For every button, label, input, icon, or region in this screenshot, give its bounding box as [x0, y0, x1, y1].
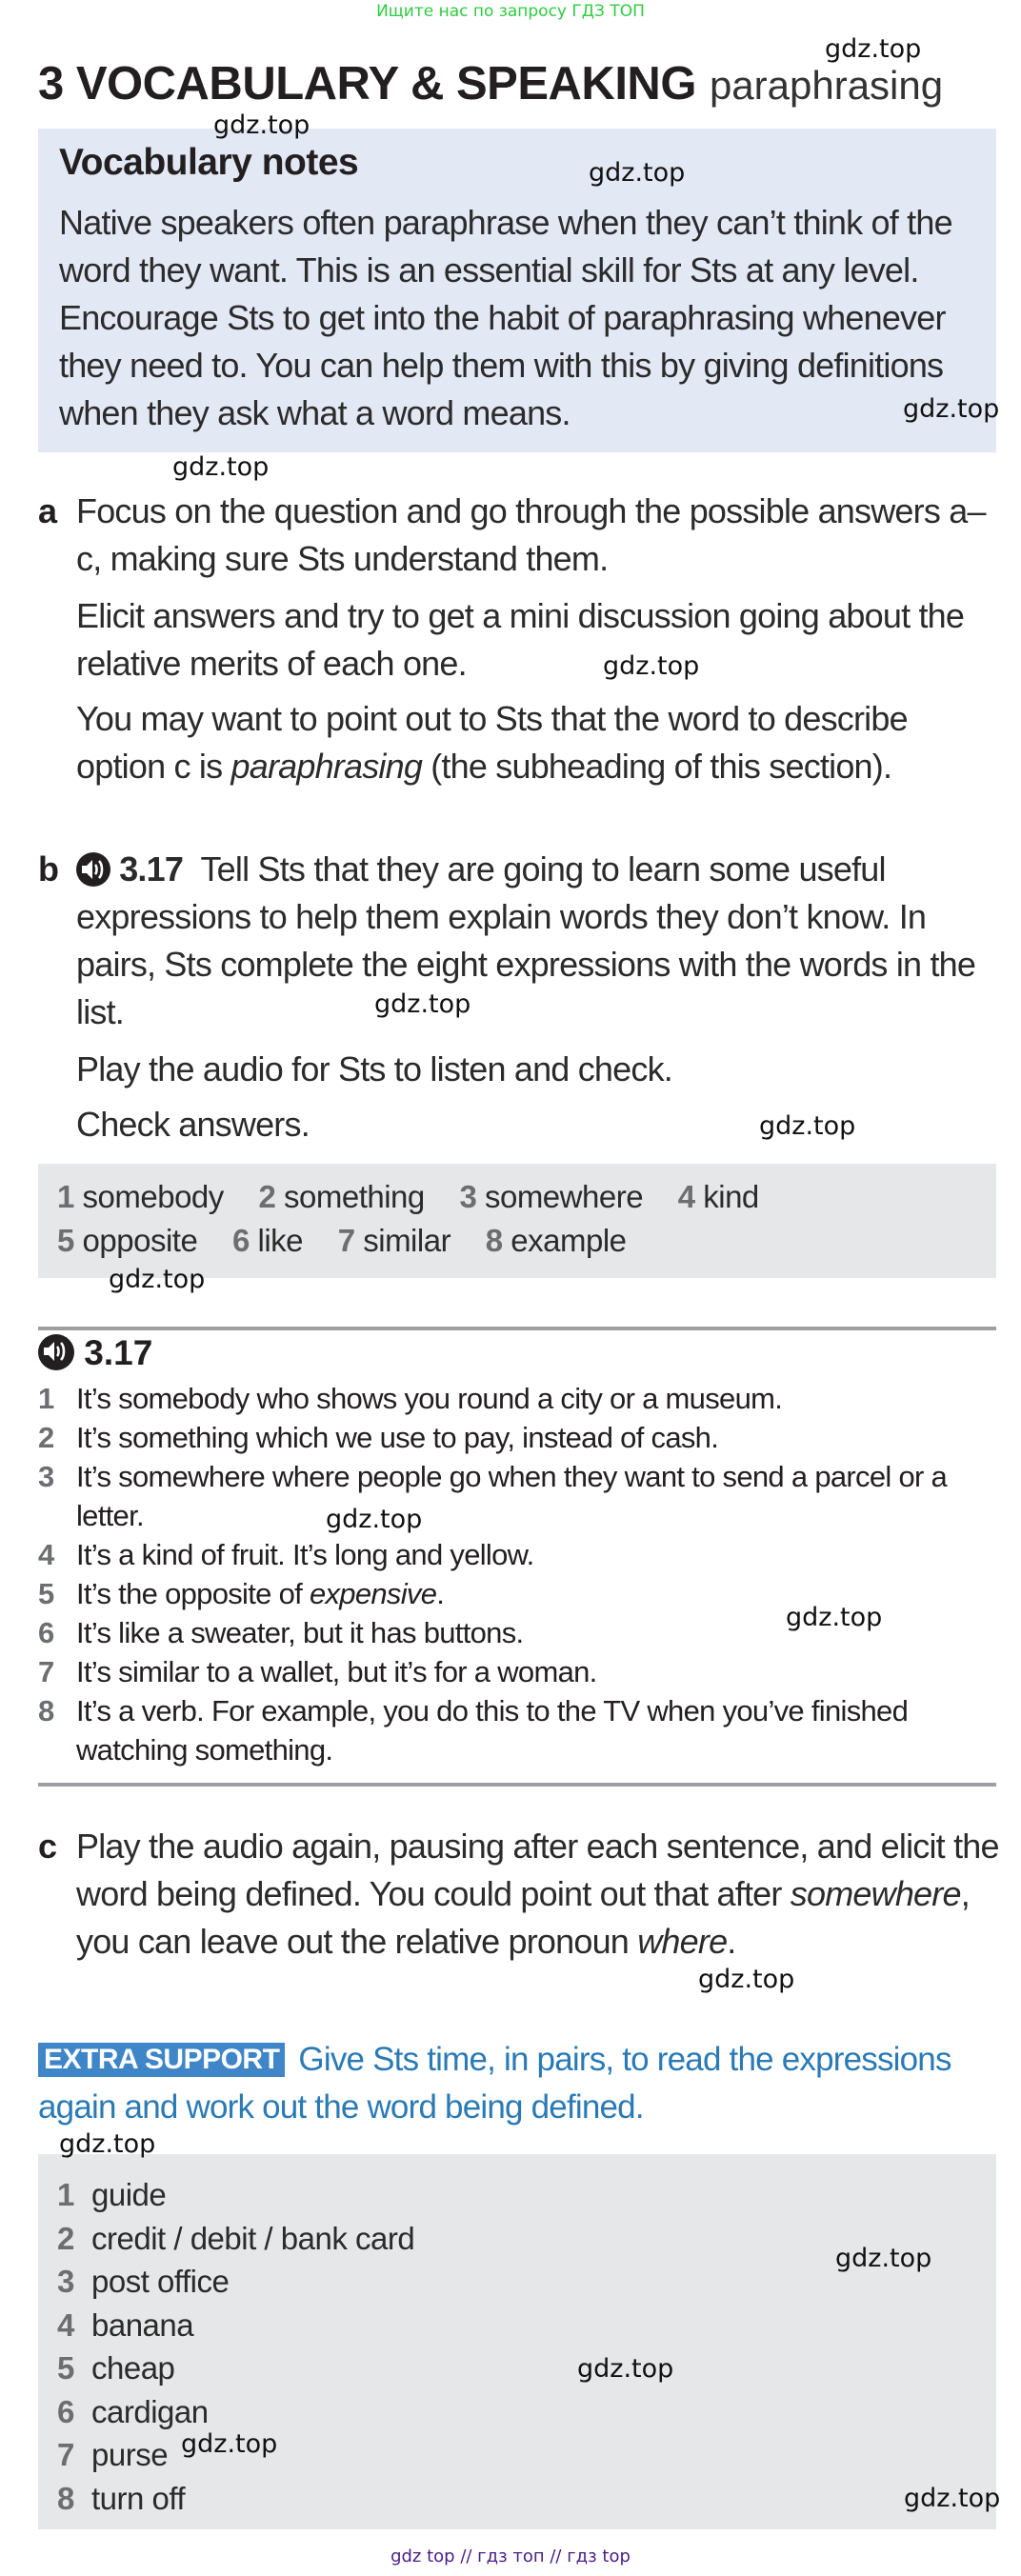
line-text: It’s a kind of fruit. It’s long and yellow.: [76, 1538, 534, 1571]
list-item: [38, 1379, 1000, 1418]
vocabulary-notes-body: Native speakers often paraphrase when they can’t think of the word they want. This is an essential skill for Sts at any level. Encourage Sts to get into the habit of paraphrasing whenever they need to. You can help them with this by giving definitions when they ask what a word means.: [59, 203, 952, 432]
list-item: [57, 2173, 414, 2217]
list-item: [38, 1691, 1000, 1769]
extra-support: [38, 2036, 1000, 2131]
title-subheading: paraphrasing: [709, 63, 944, 108]
watermark: gdz.top: [109, 1265, 206, 1294]
audio-track-number: 3.17: [84, 1333, 153, 1372]
answer-word: example: [510, 1223, 627, 1258]
answer-number: 4: [677, 1179, 695, 1214]
answer-item: [486, 1223, 627, 1258]
line-number: 8: [38, 1694, 54, 1727]
watermark: gdz.top: [759, 1111, 856, 1141]
line-number: 6: [38, 1616, 54, 1649]
watermark: gdz.top: [172, 452, 270, 482]
list-item: [57, 2217, 414, 2261]
line-text: It’s like a sweater, but it has buttons.: [76, 1616, 524, 1649]
vocabulary-notes-heading: Vocabulary notes: [59, 142, 359, 183]
italic-term: where: [637, 1922, 728, 1961]
answer-number: 2: [57, 2220, 74, 2256]
text: (the subheading of this section).: [422, 747, 892, 786]
audioscript-heading: [38, 1333, 152, 1373]
line-text: It’s somebody who shows you round a city or a museum.: [76, 1382, 783, 1415]
answer-word: turn off: [91, 2480, 186, 2516]
watermark: gdz.top: [835, 2244, 932, 2273]
answer-number: 8: [57, 2480, 74, 2516]
section-c-p1: [76, 1823, 1005, 1966]
answer-number: 1: [57, 1179, 74, 1214]
answer-number: 1: [57, 2177, 74, 2212]
answer-item: [678, 1179, 759, 1214]
answer-word: somewhere: [484, 1179, 644, 1214]
divider-top: [38, 1327, 996, 1330]
extra-support-text: Give Sts time, in pairs, to read the expressions again and work out the word being defined.: [38, 2041, 951, 2126]
answer-box-c: [38, 2154, 996, 2529]
section-c-label: c: [38, 1827, 58, 1866]
answer-word: guide: [91, 2177, 167, 2212]
answer-word: kind: [703, 1179, 759, 1214]
watermark: gdz.top: [786, 1603, 883, 1632]
list-item: [38, 1418, 1000, 1457]
answer-word: banana: [91, 2306, 194, 2343]
section-b-label: b: [38, 849, 59, 889]
answer-box-b: [38, 1164, 996, 1278]
vocabulary-notes-box: [38, 129, 996, 452]
answer-word: similar: [363, 1223, 451, 1258]
watermark: gdz.top: [698, 1965, 795, 1994]
answer-item: [232, 1223, 303, 1258]
answer-item: [57, 1223, 197, 1258]
text: Tell Sts that they are going to learn some useful expressions to help them explain words they don’t know. In pairs, Sts complete the eight expressions with the words in the list.: [76, 849, 976, 1031]
list-item: [57, 2260, 414, 2304]
line-text: It’s something which we use to pay, instead of cash.: [76, 1421, 719, 1454]
divider-bottom: [38, 1783, 996, 1787]
answer-number: 6: [57, 2393, 74, 2429]
list-item: [57, 2346, 414, 2390]
answer-word: like: [257, 1223, 304, 1258]
watermark: gdz.top: [577, 2354, 674, 2384]
text: You may want to point out to Sts that the word to describe option c is: [76, 699, 908, 786]
italic-term: paraphrasing: [230, 747, 423, 786]
answer-number: 5: [57, 1223, 74, 1258]
answer-number: 4: [57, 2306, 74, 2343]
answer-number: 7: [57, 2437, 74, 2472]
answer-word: cardigan: [91, 2393, 209, 2429]
watermark: gdz.top: [374, 989, 471, 1019]
section-a-label: a: [38, 491, 58, 530]
line-number: 5: [38, 1577, 54, 1610]
text: Play the audio again, pausing after each sentence, and elicit the word being defined. You could point out that after: [76, 1827, 999, 1913]
answer-word: credit / debit / bank card: [91, 2220, 415, 2256]
page-title: [38, 57, 943, 110]
extra-support-badge: EXTRA SUPPORT: [38, 2043, 285, 2077]
answer-item: [57, 1179, 224, 1214]
watermark: gdz.top: [904, 2484, 1001, 2513]
watermark: gdz.top: [825, 34, 922, 64]
section-b-p3: Check answers.: [76, 1105, 310, 1144]
italic-term: expensive: [309, 1577, 437, 1610]
watermark: gdz.top: [59, 2129, 156, 2159]
answer-word: post office: [91, 2264, 230, 2299]
answer-number: 7: [337, 1223, 355, 1258]
section-a-p3: [76, 695, 1005, 790]
watermark: gdz.top: [903, 394, 1000, 424]
section-a-p2: Elicit answers and try to get a mini discussion going about the relative merits of each one.: [76, 596, 965, 683]
title-main: 3 VOCABULARY & SPEAKING: [38, 58, 696, 110]
search-banner: Ищите нас по запросу ГДЗ ТОП: [376, 2, 645, 21]
audio-speaker-icon[interactable]: [76, 852, 110, 887]
italic-term: somewhere: [790, 1874, 961, 1913]
audio-speaker-icon[interactable]: [38, 1334, 74, 1370]
answer-number: 6: [231, 1223, 250, 1258]
watermark: gdz.top: [603, 651, 700, 681]
watermark: gdz.top: [326, 1505, 423, 1534]
audio-track-number: 3.17: [119, 849, 184, 889]
list-item: [57, 2477, 414, 2521]
text: It’s the opposite of: [76, 1577, 310, 1610]
watermark: gdz.top: [589, 158, 686, 188]
line-number: 2: [38, 1421, 54, 1454]
section-b-p2: Play the audio for Sts to listen and check.: [76, 1049, 672, 1088]
answer-item: [459, 1179, 643, 1214]
answer-item: [258, 1179, 424, 1214]
line-number: 3: [38, 1460, 54, 1493]
line-text: [76, 1574, 444, 1613]
answer-list-c: [57, 2173, 414, 2520]
line-text: It’s a verb. For example, you do this to the TV when you’ve finished watching something.: [76, 1694, 909, 1767]
watermark: gdz.top: [181, 2429, 278, 2459]
section-a-p1: Focus on the question and go through the possible answers a–c, making sure Sts understand them.: [76, 491, 986, 578]
list-item: [38, 1652, 1000, 1691]
footer-links: gdz top // гдз топ // гдз top: [390, 2546, 631, 2566]
line-number: 7: [38, 1655, 54, 1688]
list-item: [57, 2390, 414, 2434]
answer-number: 8: [485, 1223, 503, 1258]
line-number: 4: [38, 1538, 54, 1571]
answer-row: [57, 1175, 786, 1219]
answer-number: 5: [57, 2350, 74, 2386]
audioscript-list: [38, 1379, 1000, 1769]
line-text: It’s similar to a wallet, but it’s for a woman.: [76, 1655, 597, 1688]
answer-item: [338, 1223, 450, 1258]
line-text: It’s somewhere where people go when they want to send a parcel or a letter.: [76, 1460, 948, 1532]
list-item: [57, 2304, 414, 2347]
answer-word: something: [284, 1179, 425, 1214]
section-b-p1: [76, 846, 1005, 1036]
line-number: 1: [38, 1382, 54, 1415]
answer-word: purse: [91, 2437, 169, 2472]
text: .: [727, 1922, 736, 1961]
list-item: [38, 1535, 1000, 1574]
text: , you can leave out the relative pronoun: [76, 1874, 970, 1961]
answer-number: 3: [57, 2264, 74, 2299]
answer-number: 3: [459, 1179, 477, 1214]
list-item: [38, 1457, 1000, 1535]
answer-word: opposite: [82, 1223, 198, 1258]
answer-number: 2: [258, 1179, 276, 1214]
answer-word: somebody: [82, 1179, 224, 1214]
text: .: [436, 1577, 445, 1610]
watermark: gdz.top: [213, 110, 310, 140]
answer-row: [57, 1219, 653, 1263]
answer-word: cheap: [91, 2350, 175, 2386]
